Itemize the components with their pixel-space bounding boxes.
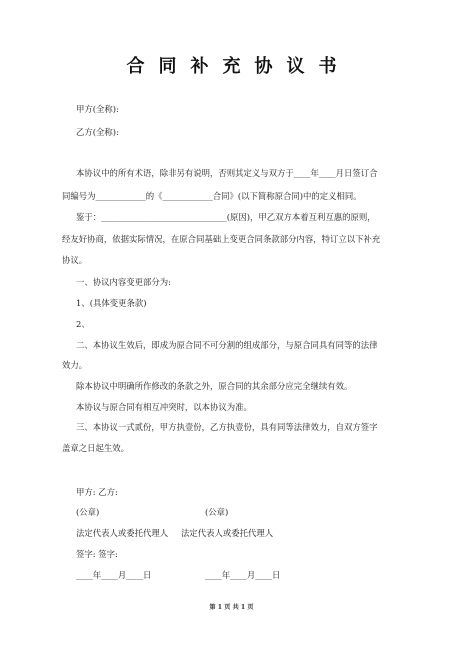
sign-label: 签字: 签字: bbox=[76, 549, 118, 559]
page-number: 第 1 页 共 1 页 bbox=[209, 604, 254, 611]
para2-line2: 经友好协商，依据实际情况，在原合同基础上变更合同条款部分内容，特订立以下补充 bbox=[62, 234, 381, 244]
clause2-extra1: 除本协议中明确所作修改的条款之外，原合同的其余部分应完全继续有效。 bbox=[76, 381, 353, 391]
date-a: ____年____月____日 bbox=[76, 570, 152, 580]
party-b-line: 乙方(全称): bbox=[76, 127, 119, 137]
sign-parties: 甲方: 乙方: bbox=[76, 487, 118, 497]
para2-line3: 协议。 bbox=[62, 255, 88, 265]
change-item-2: 2、 bbox=[76, 319, 90, 329]
representative-b: 法定代表人或委托代理人 bbox=[181, 528, 274, 538]
clause3-line2: 盖章之日起生效。 bbox=[62, 443, 129, 453]
change-heading: 一、协议内容变更部分为: bbox=[76, 277, 171, 287]
clause2-line2: 效力。 bbox=[62, 360, 88, 370]
para1-line2: 同编号为____________的《____________合同》(以下简称原合同)中的定义相同。 bbox=[62, 191, 362, 201]
clause2-line1: 二、本协议生效后，即成为原合同不可分割的组成部分，与原合同具有同等的法律 bbox=[76, 340, 378, 350]
seal-b: (公章) bbox=[205, 507, 229, 517]
document-title: 合同补充协议书 bbox=[126, 56, 351, 77]
clause3-line1: 三、本协议一式贰份，甲方执壹份，乙方执壹份，具有同等法律效力，自双方签字 bbox=[76, 422, 378, 432]
change-item-1: 1、(具体变更条款) bbox=[76, 298, 147, 308]
para1-line1: 本协议中的所有术语，除非另有说明，否则其定义与双方于____年____月日签订合 bbox=[76, 168, 378, 178]
clause2-extra2: 本协议与原合同有相互冲突时，以本协议为准。 bbox=[76, 402, 252, 412]
date-b: ____年____月____日 bbox=[205, 570, 281, 580]
para2-line1: 鉴于：______________________________(原因)，甲乙双方本着互利互惠的原则， bbox=[76, 212, 376, 222]
representative-a: 法定代表人或委托代理人 bbox=[76, 528, 169, 538]
seal-a: (公章) bbox=[76, 507, 100, 517]
party-a-line: 甲方(全称): bbox=[76, 104, 119, 114]
